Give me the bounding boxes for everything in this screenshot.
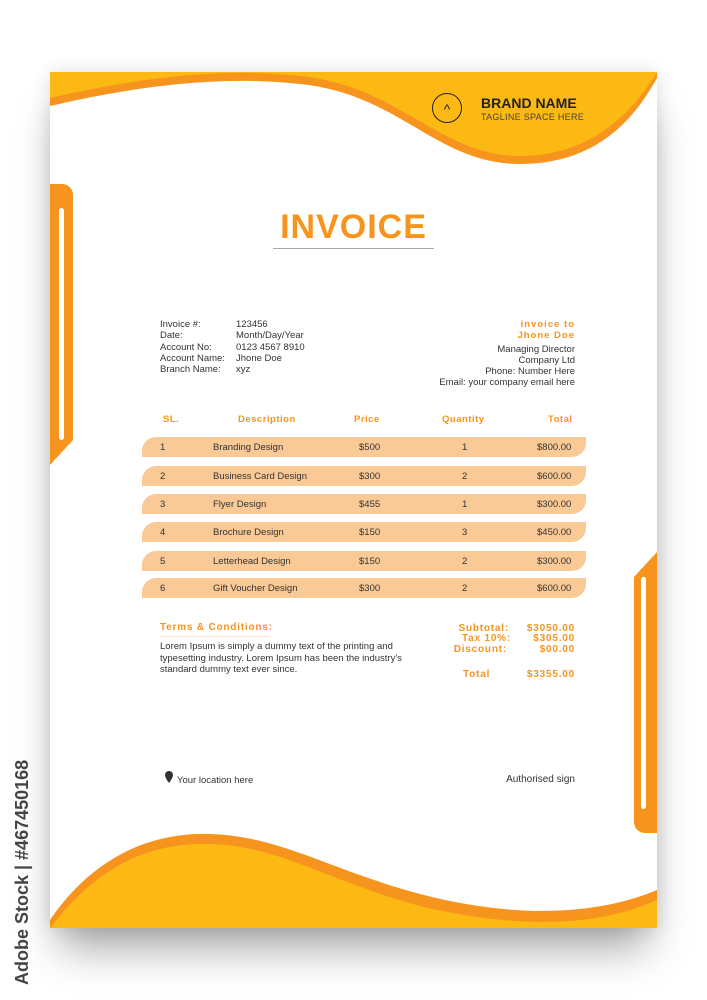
row-quantity: 2 (462, 471, 468, 482)
row-quantity: 3 (462, 527, 468, 538)
bill-to-line: Phone: Number Here (485, 366, 575, 378)
terms-text: Lorem Ipsum is simply a dummy text of the printing and typesetting industry. Lorem Ipsum has been the industry's standard dummy text ever since. (160, 641, 402, 675)
info-label: Branch Name: (160, 364, 221, 376)
subtotal-label: Subtotal: (458, 623, 509, 634)
header-sl: SL. (163, 414, 180, 425)
row-total: $300.00 (537, 556, 572, 567)
info-label: Date: (160, 330, 183, 342)
authorised-sign: Authorised sign (506, 774, 575, 785)
info-value: 0123 4567 8910 (236, 341, 305, 353)
row-total: $450.00 (537, 527, 572, 538)
row-price: $150 (359, 556, 381, 567)
table-row (142, 466, 586, 486)
row-price: $150 (359, 527, 381, 538)
bill-to-line: Company Ltd (518, 354, 575, 366)
row-quantity: 1 (462, 442, 468, 453)
row-sl: 2 (160, 471, 166, 482)
row-total: $800.00 (537, 442, 572, 453)
bill-to-line: Email: your company email here (439, 377, 575, 389)
discount-value: $00.00 (539, 644, 575, 655)
bill-to-heading: invoice to (520, 319, 575, 330)
info-value: xyz (236, 364, 251, 376)
table-row (142, 437, 586, 457)
tax-label: Tax 10%: (461, 633, 511, 644)
row-description: Gift Voucher Design (213, 583, 298, 594)
info-value: Jhone Doe (236, 352, 282, 364)
total-label: Total (463, 669, 491, 680)
subtotal-value: $3050.00 (526, 623, 575, 634)
row-total: $300.00 (537, 499, 572, 510)
row-description: Business Card Design (213, 471, 307, 482)
total-value: $3355.00 (526, 669, 575, 680)
row-price: $300 (359, 583, 381, 594)
location-text: Your location here (177, 775, 254, 786)
stock-id: Adobe Stock | #467450168 (12, 759, 32, 985)
info-value: 123456 (236, 319, 268, 330)
row-price: $455 (359, 499, 381, 510)
row-description: Branding Design (213, 442, 284, 453)
info-label: Account No: (160, 341, 212, 353)
brand-tagline: TAGLINE SPACE HERE (481, 112, 585, 122)
row-price: $300 (359, 471, 381, 482)
bill-to-line: Managing Director (497, 343, 575, 355)
brand-logo-icon: ^ (432, 93, 462, 123)
row-sl: 4 (160, 527, 166, 538)
row-sl: 3 (160, 499, 166, 510)
terms-underline (160, 636, 270, 637)
bill-to (439, 319, 575, 389)
row-total: $600.00 (537, 471, 572, 482)
row-sl: 6 (160, 583, 166, 594)
header-price: Price (354, 414, 380, 425)
discount-label: Discount: (453, 644, 507, 655)
row-quantity: 1 (462, 499, 468, 510)
row-price: $500 (359, 442, 381, 453)
tax-value: $305.00 (533, 633, 575, 644)
brand-name: BRAND NAME (481, 95, 577, 111)
info-value: Month/Day/Year (236, 330, 304, 342)
row-description: Brochure Design (213, 527, 284, 538)
location-pin-icon (165, 771, 173, 783)
row-quantity: 2 (462, 583, 468, 594)
table-row (142, 551, 586, 571)
invoice-title: INVOICE (280, 208, 427, 246)
table-row (142, 522, 586, 542)
row-quantity: 2 (462, 556, 468, 567)
table-row (142, 494, 586, 514)
row-sl: 1 (160, 442, 166, 453)
title-underline (273, 248, 434, 249)
row-description: Letterhead Design (213, 556, 291, 567)
info-label: Account Name: (160, 352, 225, 364)
header-quantity: Quantity (442, 414, 485, 425)
header-description: Description (238, 414, 296, 425)
info-label: Invoice #: (160, 319, 201, 330)
row-description: Flyer Design (213, 499, 267, 510)
row-sl: 5 (160, 556, 166, 567)
terms-heading: Terms & Conditions: (160, 622, 273, 633)
bill-to-name: Jhone Doe (517, 330, 575, 342)
row-total: $600.00 (537, 583, 572, 594)
invoice-info (160, 319, 305, 375)
header-total: Total (548, 414, 573, 425)
table-row (142, 578, 586, 598)
